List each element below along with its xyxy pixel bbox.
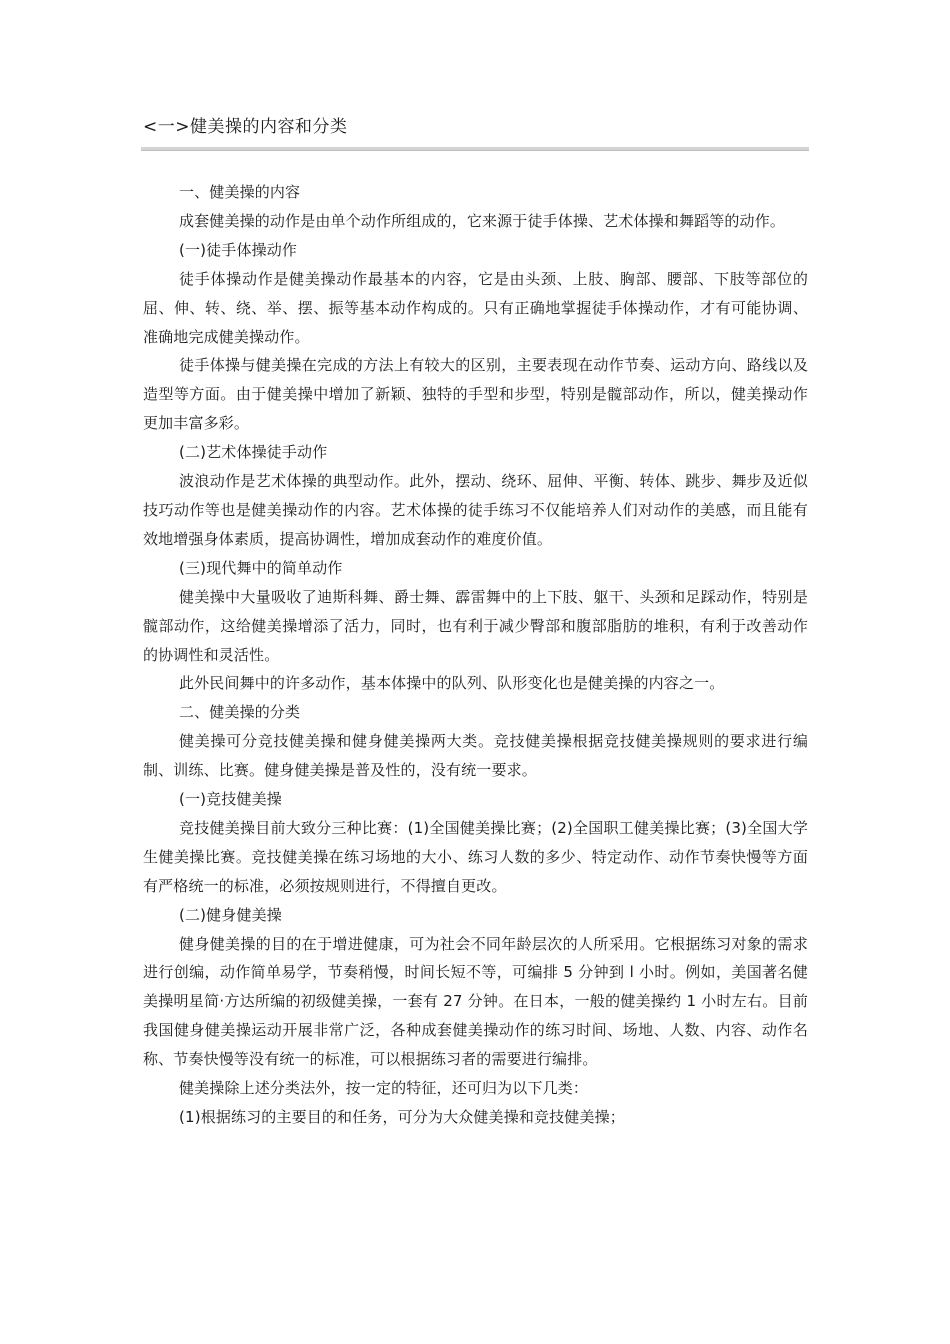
paragraph: 竞技健美操目前大致分三种比赛：(1)全国健美操比赛；(2)全国职工健美操比赛；(3)全国大学生健美操比赛。竞技健美操在练习场地的大小、练习人数的多少、特定动作、动作节奏快慢等方面有严格统一的标准，必须按规则进行，不得擅自更改。 <box>143 818 808 895</box>
paragraph: 健美操中大量吸收了迪斯科舞、爵士舞、霹雷舞中的上下肢、躯干、头颈和足踩动作，特别是髋部动作，这给健美操增添了活力，同时，也有利于减少臀部和腹部脂肪的堆积，有利于改善动作的协调性和灵活性。 <box>143 587 808 664</box>
paragraph: 此外民间舞中的许多动作，基本体操中的队列、队形变化也是健美操的内容之一。 <box>179 674 725 693</box>
paragraph: 成套健美操的动作是由单个动作所组成的，它来源于徒手体操、艺术体操和舞蹈等的动作。 <box>179 211 786 230</box>
subsection-heading: (一)竞技健美操 <box>179 790 282 809</box>
subsection-heading: (一)徒手体操动作 <box>179 240 298 259</box>
paragraph: 健美操除上述分类法外，按一定的特征，还可归为以下几类： <box>179 1079 589 1098</box>
subsection-heading: (三)现代舞中的简单动作 <box>179 558 343 577</box>
paragraph: 徒手体操与健美操在完成的方法上有较大的区别，主要表现在动作节奏、运动方向、路线以及造型等方面。由于健美操中增加了新颖、独特的手型和步型，特别是髋部动作，所以，健美操动作更加丰富多彩。 <box>143 356 808 433</box>
paragraph: 波浪动作是艺术体操的典型动作。此外，摆动、绕环、屈伸、平衡、转体、跳步、舞步及近似技巧动作等也是健美操动作的内容。艺术体操的徒手练习不仅能培养人们对动作的美感，而且能有效地增强身体素质，提高协调性，增加成套动作的难度价值。 <box>143 472 808 548</box>
paragraph: 健身健美操的目的在于增进健康，可为社会不同年龄层次的人所采用。它根据练习对象的需求进行创编，动作简单易学，节奏稍慢，时间长短不等，可编排 5 分钟到 l 小时。例如，美国著名健美操明星简·方达所编的初级健美操，一套有 27 分钟。在日本，一般的健美操约 1 小时左右。目前我国健身健美操运动开展非常广泛，各种成套健美操动作的练习时间、场地、人数、内容、动作名称、节奏快慢等没有统一的标准，可以根据练习者的需要进行编排。 <box>143 934 808 1069</box>
list-item: (1)根据练习的主要目的和任务，可分为大众健美操和竞技健美操； <box>179 1108 625 1126</box>
paragraph: 徒手体操动作是健美操动作最基本的内容，它是由头颈、上肢、胸部、腰部、下肢等部位的屈、伸、转、绕、举、摆、振等基本动作构成的。只有正确地掌握徒手体操动作，才有可能协调、准确地完成健美操动作。 <box>143 269 808 346</box>
document-body <box>143 178 808 1132</box>
section-heading-classification: 二、健美操的分类 <box>179 703 301 722</box>
subsection-heading: (二)艺术体操徒手动作 <box>179 443 328 462</box>
page-title: <一>健美操的内容和分类 <box>143 117 348 137</box>
title-divider <box>141 147 809 151</box>
section-heading-content: 一、健美操的内容 <box>179 183 301 201</box>
paragraph: 健美操可分竞技健美操和健身健美操两大类。竞技健美操根据竞技健美操规则的要求进行编制、训练、比赛。健身健美操是普及性的，没有统一要求。 <box>143 732 808 780</box>
subsection-heading: (二)健身健美操 <box>179 905 282 924</box>
